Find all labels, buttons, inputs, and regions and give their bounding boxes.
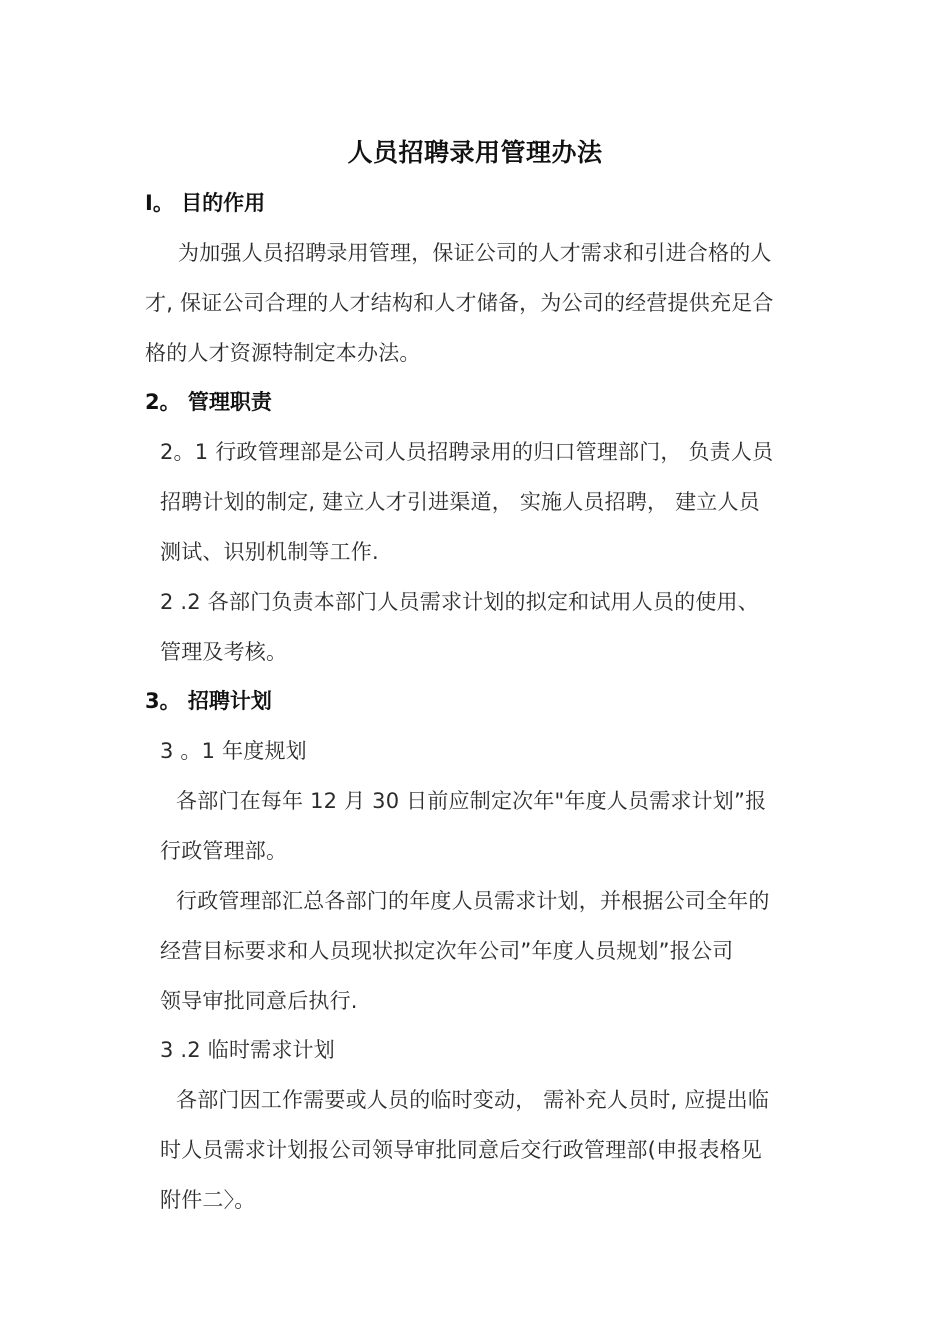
paragraph-line: 招聘计划的制定, 建立人才引进渠道， 实施人员招聘， 建立人员 (160, 490, 760, 514)
section-heading-purpose: I。 目的作用 (145, 191, 266, 215)
paragraph-line: 各部门在每年 12 月 30 日前应制定次年"年度人员需求计划”报 (176, 789, 767, 813)
paragraph-line: 管理及考核。 (160, 640, 288, 664)
paragraph-line: 行政管理部。 (160, 839, 288, 863)
paragraph-line: 经营目标要求和人员现状拟定次年公司”年度人员规划”报公司 (160, 939, 734, 963)
section-heading-recruitment-plan: 3。 招聘计划 (145, 689, 272, 713)
paragraph-line: 行政管理部汇总各部门的年度人员需求计划，并根据公司全年的 (176, 889, 770, 913)
paragraph-line: 才, 保证公司合理的人才结构和人才储备，为公司的经营提供充足合 (145, 291, 774, 315)
paragraph-line: 领导审批同意后执行. (160, 989, 358, 1013)
paragraph-line: 测试、识别机制等工作. (160, 540, 379, 564)
paragraph-line: 为加强人员招聘录用管理，保证公司的人才需求和引进合格的人 (178, 241, 772, 265)
subsection-heading-annual: 3 。1 年度规划 (160, 739, 307, 763)
paragraph-line: 时人员需求计划报公司领导审批同意后交行政管理部(申报表格见 (160, 1138, 762, 1162)
subsection-heading-temporary: 3 .2 临时需求计划 (160, 1038, 335, 1062)
document-title: 人员招聘录用管理办法 (347, 138, 603, 167)
paragraph-line: 格的人才资源特制定本办法。 (145, 341, 421, 365)
section-heading-responsibilities: 2。 管理职责 (145, 390, 272, 414)
paragraph-line: 附件二〉。 (160, 1188, 256, 1212)
paragraph-line: 各部门因工作需要或人员的临时变动， 需补充人员时, 应提出临 (176, 1088, 770, 1112)
paragraph-line: 2。1 行政管理部是公司人员招聘录用的归口管理部门， 负责人员 (160, 440, 774, 464)
paragraph-line: 2 .2 各部门负责本部门人员需求计划的拟定和试用人员的使用、 (160, 590, 759, 614)
